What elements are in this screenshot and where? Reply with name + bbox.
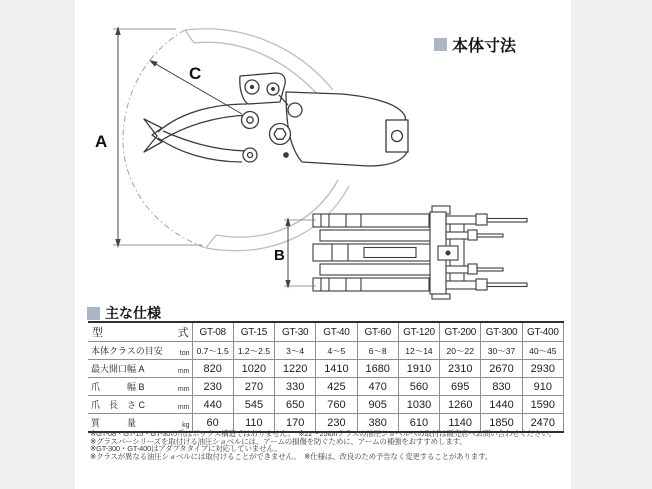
tine-bars [313,214,430,291]
spec-value: 2470 [522,414,563,433]
spec-table-body [88,342,564,433]
dimension-a-label: A [95,132,108,151]
model-header: GT-400 [522,322,563,342]
left-margin [0,0,75,489]
table-row [88,342,564,360]
grapple-body [144,73,408,166]
spec-value: 30〜37 [481,342,522,360]
footnote-line: ※クラスが異なる油圧ショベルには取付けることができません。 ※仕様は、改良のため予告なく変更することがあります。 [90,451,493,461]
spec-value: 440 [192,396,233,414]
spec-value: 110 [233,414,274,433]
table-row [88,396,564,414]
dimensions-heading-text: 本体寸法 [452,38,517,55]
row-unit: kg [182,422,190,429]
row-unit: mm [177,386,190,393]
row-label: 本体クラスの目安 ton [88,342,192,360]
spec-value: 270 [233,378,274,396]
spec-value: 3〜4 [275,342,316,360]
spec-value: 2930 [522,360,563,378]
section-heading-specs [87,303,161,323]
row-unit: mm [177,404,190,411]
spec-value: 650 [275,396,316,414]
spec-value: 20〜22 [440,342,481,360]
spec-value: 230 [316,414,357,433]
row-unit: ton [179,350,190,357]
model-header: GT-60 [357,322,398,342]
spec-table-head-row [88,322,564,342]
model-header: GT-30 [275,322,316,342]
spec-value: 170 [275,414,316,433]
dimension-b-label: B [274,247,285,264]
row-label: 爪 長 さ C mm [88,396,192,414]
model-header: GT-08 [192,322,233,342]
row-label: 爪 幅 B mm [88,378,192,396]
model-header-cell [88,322,192,342]
spec-value: 1220 [275,360,316,378]
spec-value: 760 [316,396,357,414]
heading-bullet-icon [434,38,447,51]
spec-value: 470 [357,378,398,396]
table-row [88,378,564,396]
spec-value: 905 [357,396,398,414]
spec-value: 380 [357,414,398,433]
model-header: GT-200 [440,322,481,342]
spec-value: 2310 [440,360,481,378]
grapple-top-view-drawing [272,198,572,302]
spec-value: 610 [398,414,439,433]
spec-value: 1440 [481,396,522,414]
model-header: GT-120 [398,322,439,342]
spec-value: 545 [233,396,274,414]
footnote-line: ※GT-08・GT-15・GT-30の爪はボックス構造ではありません。 ※22〜25tonクラスの油圧ショベルへの取付は販売店へお問い合わせください。 [90,429,556,438]
spec-value: 230 [192,378,233,396]
model-header: GT-15 [233,322,274,342]
spec-value: 425 [316,378,357,396]
spec-value: 1260 [440,396,481,414]
spec-value: 1590 [522,396,563,414]
specs-heading-text: 主な仕様 [105,305,161,321]
spec-value: 2670 [481,360,522,378]
section-heading-dimensions [434,33,516,56]
spec-value: 1850 [481,414,522,433]
spec-value: 1.2〜2.5 [233,342,274,360]
spec-value: 12〜14 [398,342,439,360]
spec-value: 6〜8 [357,342,398,360]
row-label: 最大開口幅 A mm [88,360,192,378]
right-margin [571,0,652,489]
dimension-b [274,217,316,289]
spec-value: 910 [522,378,563,396]
spec-value: 330 [275,378,316,396]
mounting-assembly [430,206,527,299]
model-header-left: 型 [92,327,103,339]
spec-value: 560 [398,378,439,396]
spec-value: 60 [192,414,233,433]
heading-bullet-icon [87,307,100,320]
dimension-c-label: C [189,64,202,83]
model-header-right: 式 [177,327,189,339]
spec-value: 0.7〜1.5 [192,342,233,360]
spec-table [88,321,564,433]
table-row [88,360,564,378]
spec-value: 40〜45 [522,342,563,360]
spec-value: 695 [440,378,481,396]
dimension-c [149,60,242,114]
footnote-line: ※GT-300・GT-400はアダプタタイプに対応していません。 [90,444,282,454]
row-label: 質 量 kg [88,414,192,433]
model-header: GT-300 [481,322,522,342]
model-header: GT-40 [316,322,357,342]
row-unit: mm [177,368,190,375]
dimension-a [95,26,202,248]
spec-value: 1020 [233,360,274,378]
claw-tip [144,119,162,152]
footnote-line: ※グラスパーシリーズを取付ける油圧ショベルには、アームの損傷を防ぐために、アームの補強をおすすめします。 [90,436,467,446]
spec-value: 830 [481,378,522,396]
spec-value: 1910 [398,360,439,378]
spec-value: 820 [192,360,233,378]
spec-value: 1410 [316,360,357,378]
footnotes [90,430,568,460]
spec-value: 1140 [440,414,481,433]
spec-value: 1030 [398,396,439,414]
spec-value: 1680 [357,360,398,378]
hex-nut [274,129,286,139]
spec-value: 4〜5 [316,342,357,360]
